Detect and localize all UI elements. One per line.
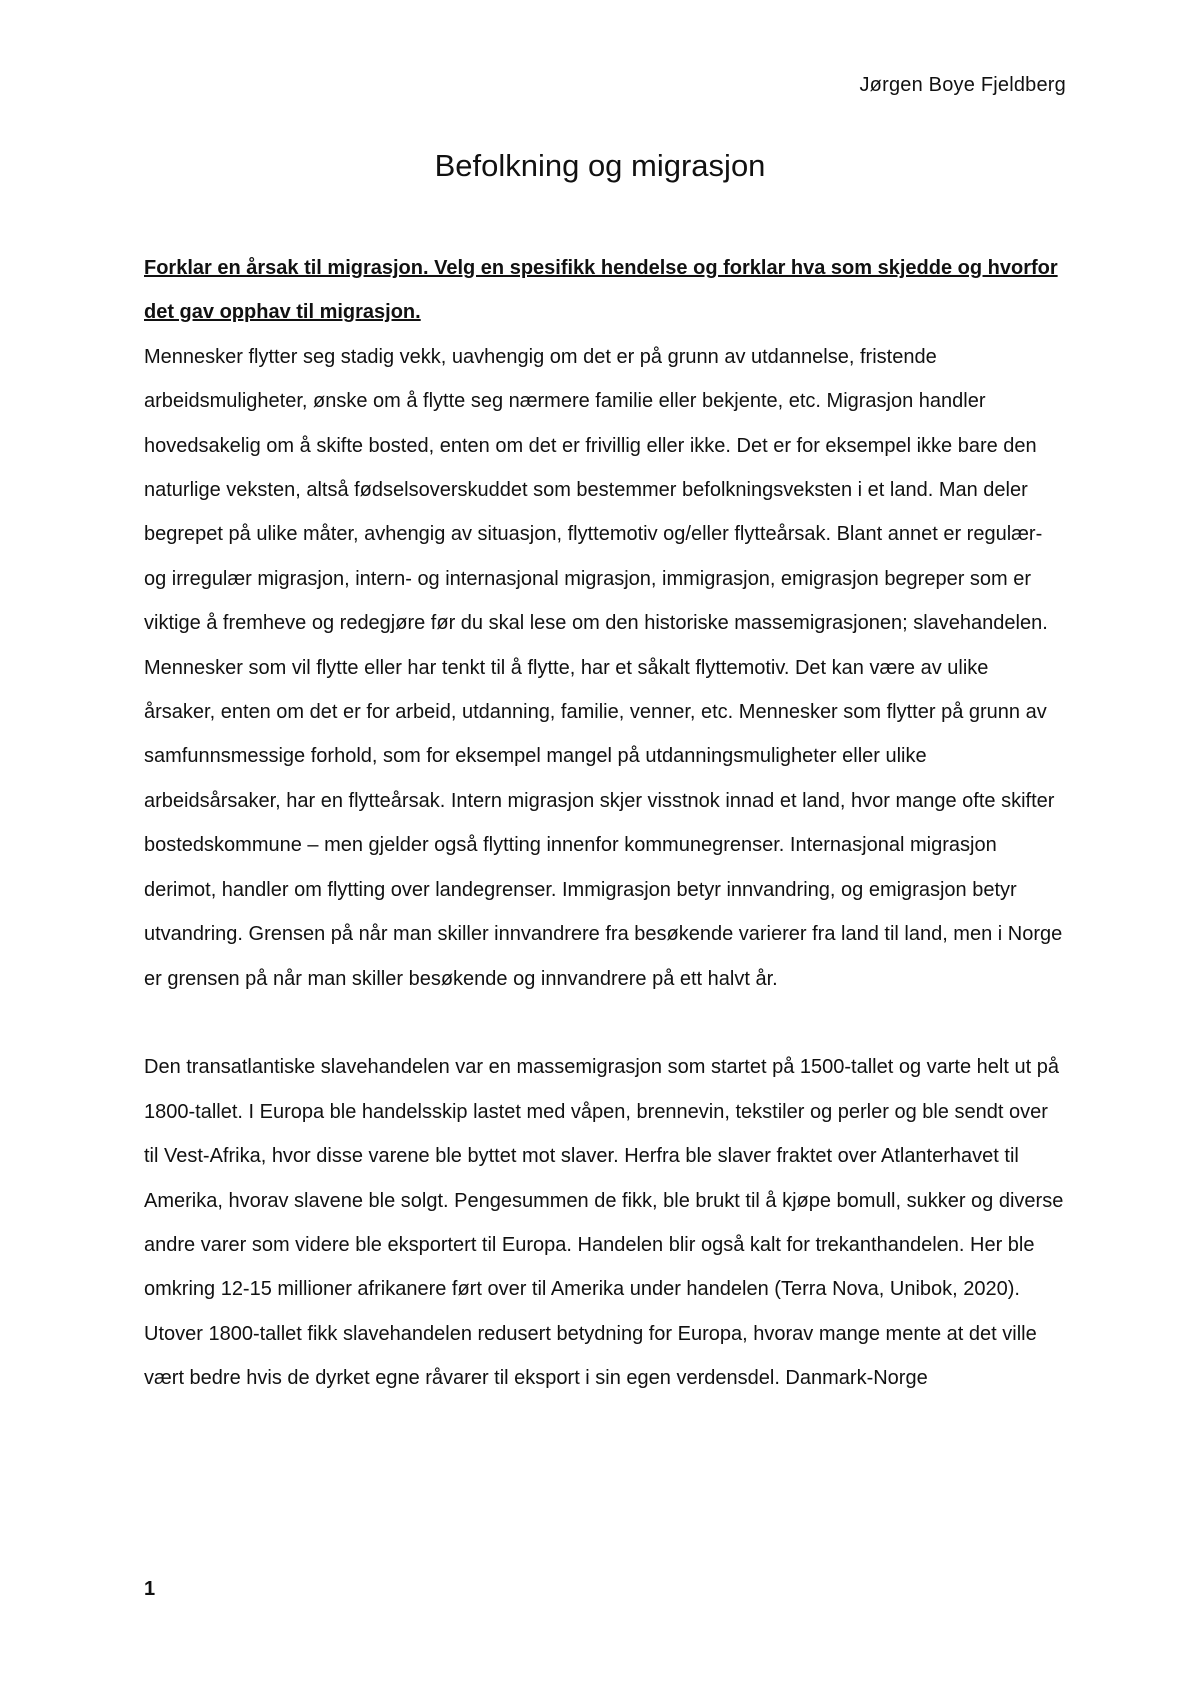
document-title: Befolkning og migrasjon bbox=[434, 148, 766, 183]
document-body bbox=[144, 246, 1064, 1401]
assignment-question: Forklar en årsak til migrasjon. Velg en spesifikk hendelse og forklar hva som skjedde og hvorfor det gav opphav til migrasjon. bbox=[144, 257, 1058, 324]
paragraph-slave-trade: Den transatlantiske slavehandelen var en massemigrasjon som startet på 1500-tallet og varte helt ut på 1800-tallet. I Europa ble handelsskip lastet med våpen, brennevin, tekstiler og perler og ble sendt over til Vest-Afrika, hvor disse varene ble byttet mot slaver. Herfra ble slaver fraktet over Atlanterhavet til Amerika, hvorav slavene ble solgt. Pengesummen de fikk, ble brukt til å kjøpe bomull, sukker og diverse andre varer som videre ble eksportert til Europa. Handelen blir også kalt for trekanthandelen. Her ble omkring 12-15 millioner afrikanere ført over til Amerika under handelen (Terra Nova, Unibok, 2020). Utover 1800-tallet fikk slavehandelen redusert betydning for Europa, hvorav mange mente at det ville vært bedre hvis de dyrket egne råvarer til eksport i sin egen verdensdel. Danmark-Norge bbox=[144, 1056, 1064, 1390]
header-author: Jørgen Boye Fjeldberg bbox=[859, 74, 1066, 96]
page-number: 1 bbox=[144, 1578, 156, 1600]
paragraph-migration-concepts: Mennesker flytter seg stadig vekk, uavhengig om det er på grunn av utdannelse, fristende arbeidsmuligheter, ønske om å flytte seg nærmere familie eller bekjente, etc. Migrasjon handler hovedsakelig om å skifte bosted, enten om det er frivillig eller ikke. Det er for eksempel ikke bare den naturlige veksten, altså fødselsoverskuddet som bestemmer befolkningsveksten i et land. Man deler begrepet på ulike måter, avhengig av situasjon, flyttemotiv og/eller flytteårsak. Blant annet er regulær- og irregulær migrasjon, intern- og internasjonal migrasjon, immigrasjon, emigrasjon begreper som er viktige å fremheve og redegjøre før du skal lese om den historiske massemigrasjonen; slavehandelen. Mennesker som vil flytte eller har tenkt til å flytte, har et såkalt flyttemotiv. Det kan være av ulike årsaker, enten om det er for arbeid, utdanning, familie, venner, etc. Mennesker som flytter på grunn av samfunnsmessige forhold, som for eksempel mangel på utdanningsmuligheter eller ulike arbeidsårsaker, har en flytteårsak. Intern migrasjon skjer visstnok innad et land, hvor mange ofte skifter bostedskommune – men gjelder også flytting innenfor kommunegrenser. Internasjonal migrasjon derimot, handler om flytting over landegrenser. Immigrasjon betyr innvandring, og emigrasjon betyr utvandring. Grensen på når man skiller innvandrere fra besøkende varierer fra land til land, men i Norge er grensen på når man skiller besøkende og innvandrere på ett halvt år. bbox=[144, 345, 1063, 990]
paragraph-spacer bbox=[144, 1001, 1064, 1045]
